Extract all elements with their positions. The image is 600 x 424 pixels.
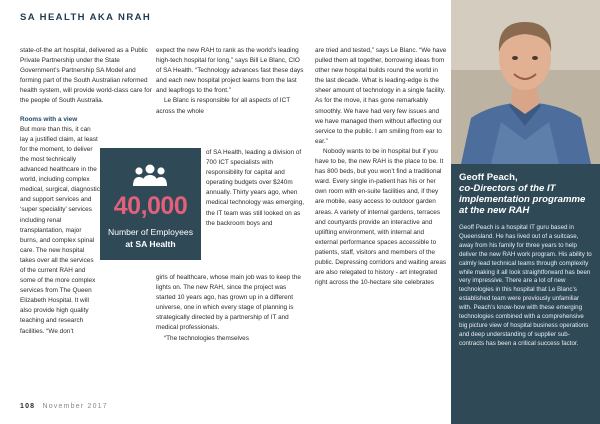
issue-date: November 2017 — [42, 403, 108, 410]
portrait-photo — [451, 0, 600, 164]
column-2-lower — [156, 273, 306, 344]
stat-number: 40,000 — [113, 192, 188, 220]
profile-panel — [451, 164, 600, 424]
col2-p2wrap: of SA Health, leading a division of 700 ICT specialists with responsibility for capital and operating budgets over $240m annually. Thirty years ago, when medical technology was emerging, the IT team was still looked on as the backroom boys and — [206, 149, 305, 227]
column-3 — [315, 46, 448, 288]
col2-p2rest: girls of healthcare, whose main job was to keep the lights on. The new RAH, since the project was started 10 years ago, has grown up in a different universe, one in which every stage of planning is strategically directed by a partnership of IT and medical professionals. — [156, 274, 301, 332]
col1-body: But more than this, it can lay a justified claim, at least for the moment, to deliver the most technically advanced healthcare in the world, including complex medical, surgical, diagnostic and support services and ‘super speciality’ services including renal transplantation, major burns, and complex spinal care. The new hospital takes over all the services of the current RAH and some of the more complex services from The Queen Elizabeth Hospital. It will also provide high quality teaching and research facilities. “We don’t — [20, 125, 100, 335]
page-footer — [20, 403, 108, 410]
person-portrait — [451, 0, 600, 164]
profile-bio: Geoff Peach is a hospital IT guru based in Queensland. He has lived out of a suitcase, away from his family for three years to help deliver the new RAH work program. His ability to calmly lead technical teams through complexity while making it all look straightforward has been very impressive. There are a lot of new technologies in this hospital that Le Blanc’s established team were previously unfamiliar with. Peach’s know-how with these emerging technologies combined with a comprehensive big picture view of hospital business operations and deep understanding of supplier sub-contracts has been a critical success factor. — [459, 224, 592, 347]
col2-p2a: Le Blanc is responsible for all aspects of ICT across the whole — [156, 97, 290, 115]
col2-p3: “The technologies themselves — [164, 334, 249, 342]
col3-p1: are tried and tested,” says Le Blanc. “We have pulled them all together, borrowing ideas from other new hospital builds round the world in the last decade. What is leading-edge is the sheer amount of technology in a single facility. As for the move, it has gone remarkably smoothly. We have had very few issues and we have managed them without affecting our service to the public. I am smiling from ear to ear.” — [315, 47, 447, 145]
profile-role: co-Directors of the IT implementation programme at the new RAH — [459, 183, 586, 216]
page-number: 108 — [20, 403, 36, 410]
col2-p1: expect the new RAH to rank as the world’s leading high-tech hospital for long,” says Bill Le Blanc, CIO of SA Health. “Technology advances fast these days and each new hospital project learns from the last and leapfrogs to the front.” — [156, 47, 304, 95]
stat-label-line1: Number of Employees — [107, 227, 194, 237]
col1-heading: Rooms with a view — [20, 115, 78, 123]
people-group-icon — [130, 162, 170, 188]
column-2-wrap — [206, 148, 306, 229]
profile-name: Geoff Peach, — [459, 172, 518, 183]
section-header: SA HEALTH AKA NRAH — [20, 12, 152, 23]
stat-box — [100, 148, 201, 260]
column-2 — [156, 46, 306, 117]
col1-intro: state-of-the art hospital, delivered as a Public Private Partnership under the State Government’s Partnership SA Model and forming part of the South Australian reformed health system, will provide world-class care for the people of South Australia. — [20, 47, 152, 105]
col3-p2: Nobody wants to be in hospital but if you have to be, the new RAH is the place to be. It has 800 beds, but you won’t find a traditional ward. Every single in-patient has his or her own room with en-suite facilities and, if they are mobile, easy access to outdoor garden areas. A variety of internal gardens, terraces and courtyards provide an interactive and uplifting environment, with internal and external performance spaces accessible to patients, staff, visitors and members of the public. Depressing corridors and waiting areas are also relegated to history - art integrated right across the 10-hectare site celebrates — [315, 147, 447, 287]
stat-label-line2: at SA Health — [125, 239, 176, 249]
